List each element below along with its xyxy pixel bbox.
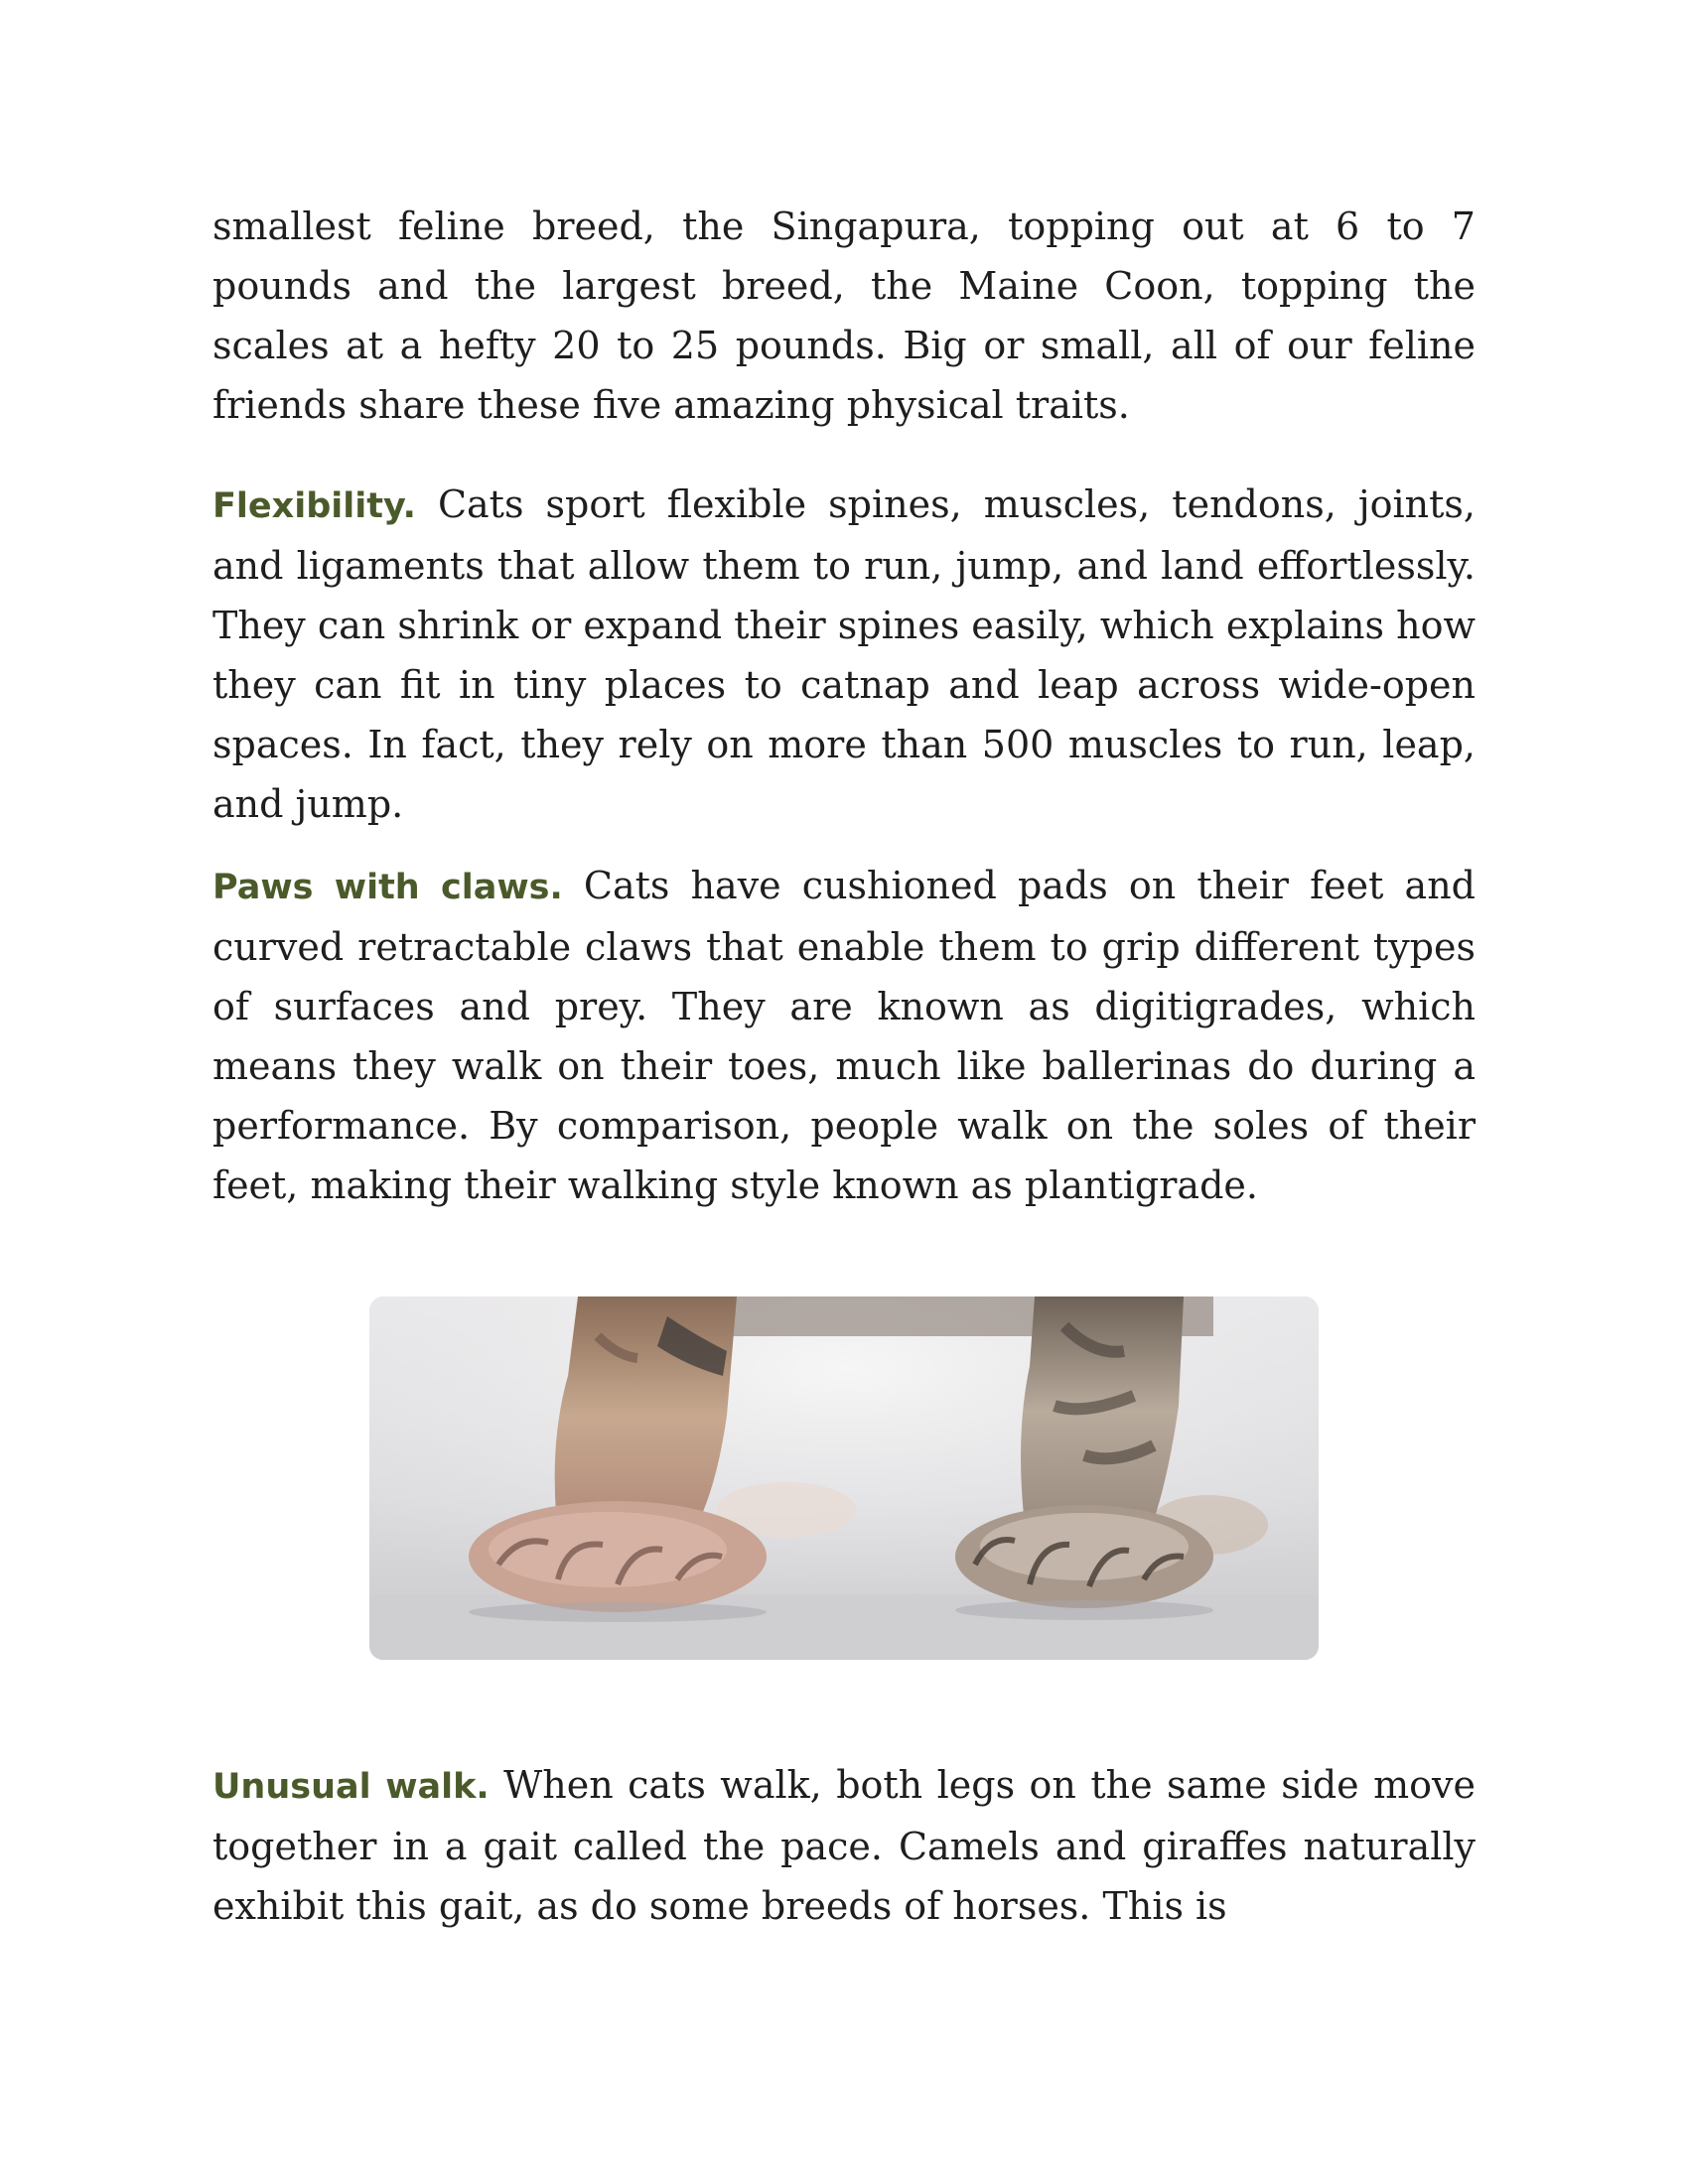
paragraph-walk-text: When cats walk, both legs on the same side move together in a gait called the pace. Camels and giraffes naturally exhibit this gait, as do some breeds of horses. This is: [212, 1763, 1476, 1928]
paragraph-walk: [212, 1755, 1476, 1936]
cat-paws-photo: [369, 1297, 1319, 1660]
heading-flexibility: Flexibility.: [212, 486, 416, 526]
paragraph-paws-text: Cats have cushioned pads on their feet and curved retractable claws that enable them to grip different types of surfaces and prey. They are known as digitigrades, which means they walk on their toes, much like ballerinas do during a performance. By comparison, people walk on the soles of their feet, making their walking style known as plantigrade.: [212, 864, 1477, 1207]
paragraph-flexibility-text: Cats sport flexible spines, muscles, tendons, joints, and ligaments that allow them to run, jump, and land effortlessly. They can shrink or expand their spines easily, which explains how they can fit in tiny places to catnap and leap across wide-open spaces. In fact, they rely on more than 500 muscles to run, leap, and jump.: [212, 482, 1476, 826]
paragraph-flexibility: [212, 475, 1476, 834]
paragraph-intro: [212, 197, 1476, 435]
paragraph-paws: [212, 856, 1476, 1215]
heading-paws-with-claws: Paws with claws.: [212, 868, 563, 907]
heading-unusual-walk: Unusual walk.: [212, 1767, 490, 1807]
paragraph-intro-text: smallest feline breed, the Singapura, topping out at 6 to 7 pounds and the largest breed, the Maine Coon, topping the scales at a hefty 20 to 25 pounds. Big or small, all of our feline friends share these five amazing physical traits.: [212, 205, 1476, 427]
